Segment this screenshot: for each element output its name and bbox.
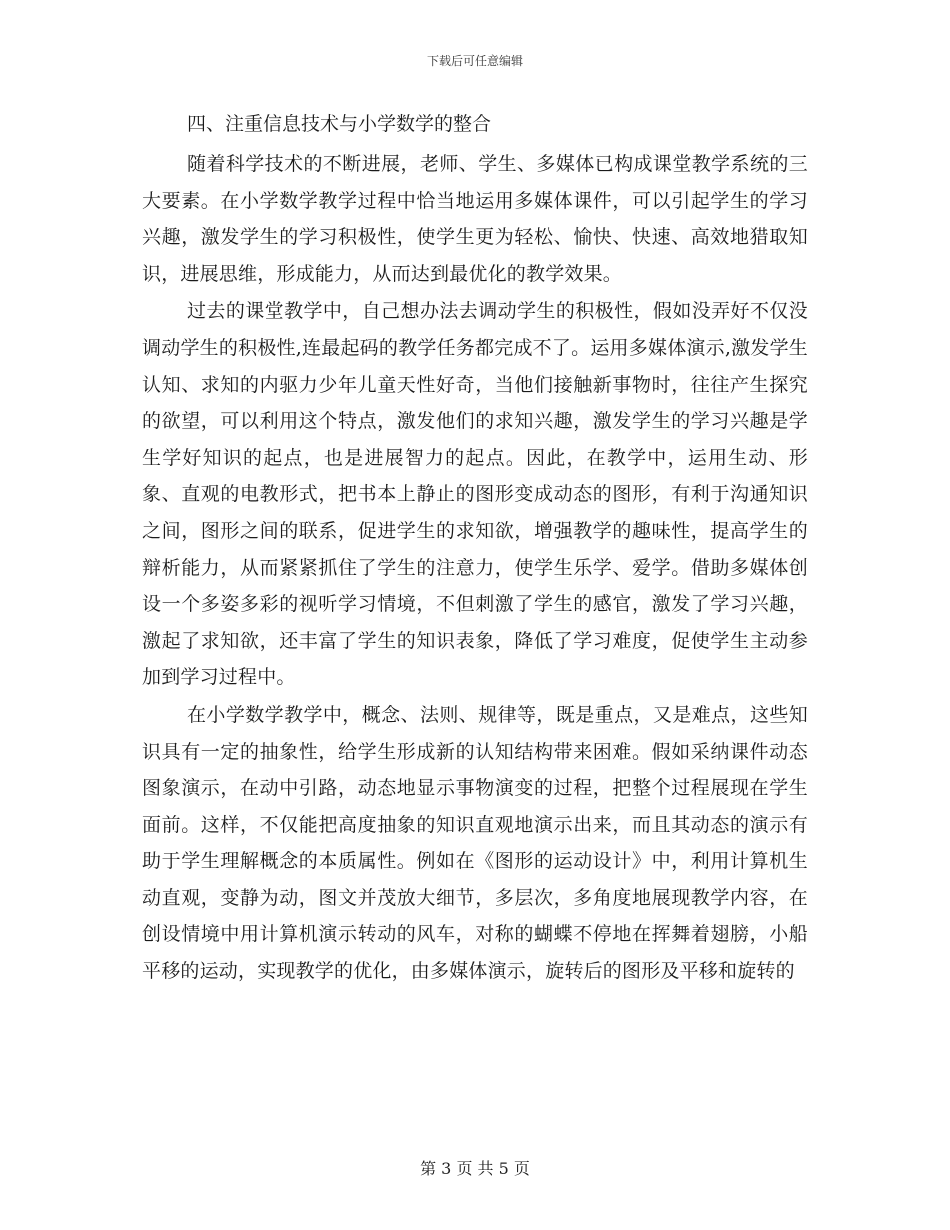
section-heading: 四、注重信息技术与小学数学的整合 — [187, 113, 492, 135]
document-body — [142, 103, 808, 991]
page-header: 下载后可任意编辑 — [426, 54, 523, 68]
paragraph-1: 随着科学技术的不断进展，老师、学生、多媒体已构成课堂教学系统的三大要素。在小学数学教学过程中恰当地运用多媒体课件，可以引起学生的学习兴趣，激发学生的学习积极性，使学生更为轻松、愉快、快速、高效地猎取知识，进展思维，形成能力，从而达到最优化的教学效果。 — [142, 153, 808, 285]
page-footer: 第 3 页 共 5 页 — [420, 1159, 530, 1178]
paragraph-3: 在小学数学教学中，概念、法则、规律等，既是重点，又是难点，这些知识具有一定的抽象性，给学生形成新的认知结构带来困难。假如采纳课件动态图象演示，在动中引路，动态地显示事物演变的过程，把整个过程展现在学生面前。这样，不仅能把高度抽象的知识直观地演示出来，而且其动态的演示有助于学生理解概念的本质属性。例如在《图形的运动设计》中，利用计算机生动直观，变静为动，图文并茂放大细节，多层次，多角度地展现教学内容，在创设情境中用计算机演示转动的风车，对称的蝴蝶不停地在挥舞着翅膀，小船平移的运动，实现教学的优化，由多媒体演示，旋转后的图形及平移和旋转的 — [142, 703, 808, 983]
paragraph-2: 过去的课堂教学中，自己想办法去调动学生的积极性，假如没弄好不仅没调动学生的积极性,连最起码的教学任务都完成不了。运用多媒体演示,激发学生认知、求知的内驱力少年儿童天性好奇，当他们接触新事物时，往往产生探究的欲望，可以利用这个特点，激发他们的求知兴趣，激发学生的学习兴趣是学生学好知识的起点，也是进展智力的起点。因此，在教学中，运用生动、形象、直观的电教形式，把书本上静止的图形变成动态的图形，有利于沟通知识之间，图形之间的联系，促进学生的求知欲，增强教学的趣味性，提高学生的辩析能力，从而紧紧抓住了学生的注意力，使学生乐学、爱学。借助多媒体创设一个多姿多彩的视听学习情境，不但刺激了学生的感官，激发了学习兴趣，激起了求知欲，还丰富了学生的知识表象，降低了学习难度，促使学生主动参加到学习过程中。 — [142, 300, 808, 689]
